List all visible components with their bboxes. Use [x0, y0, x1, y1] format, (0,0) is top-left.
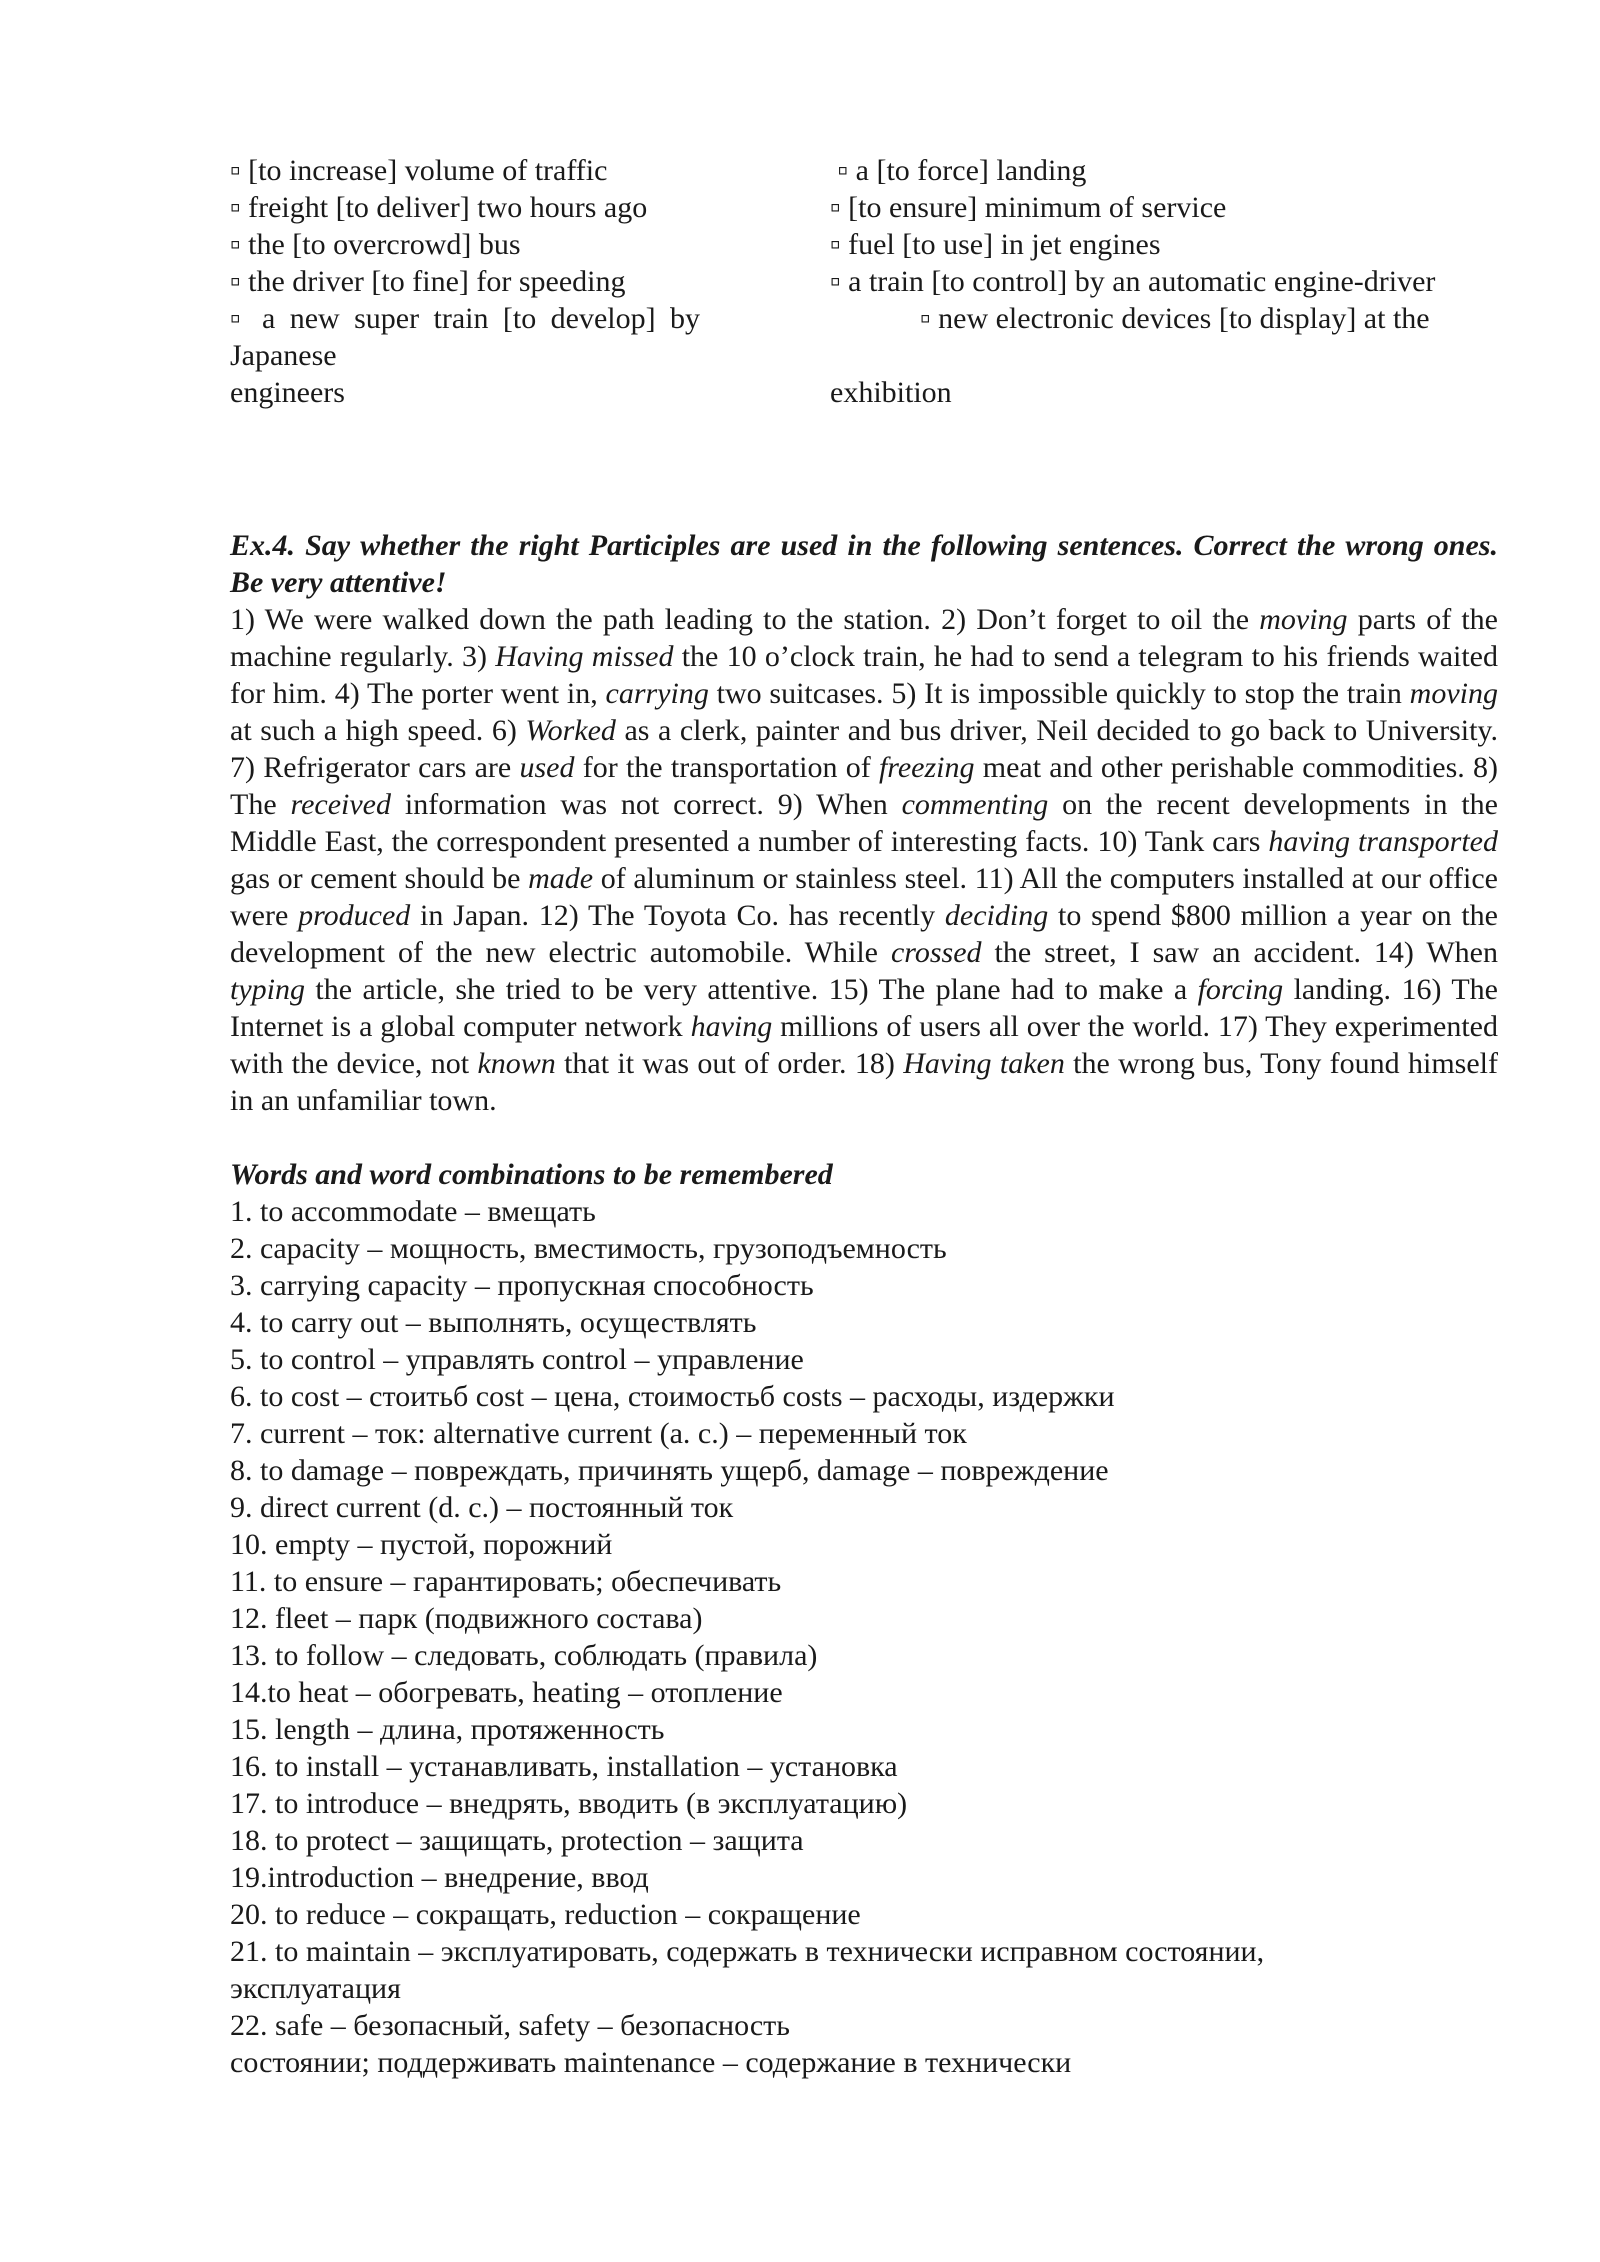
participle-italic: typing	[230, 973, 305, 1006]
vocabulary-heading: Words and word combinations to be remembered	[230, 1158, 833, 1191]
vocabulary-item: 3. carrying capacity – пропускная способность	[230, 1269, 814, 1302]
vocabulary-item: 22. safe – безопасный, safety – безопасность	[230, 2009, 790, 2042]
phrase-item: ▫ [to ensure] minimum of service	[830, 191, 1227, 224]
participle-italic: used	[519, 751, 575, 784]
phrase-item: ▫ fuel [to use] in jet engines	[830, 228, 1161, 261]
exercise-text: meat and other perishable commodities. 8) The	[230, 751, 1498, 821]
phrase-item: ▫ new electronic devices [to display] at the	[920, 302, 1430, 335]
participle-italic: made	[528, 862, 594, 895]
participle-phrases-columns	[230, 152, 1498, 412]
exercise-heading: Ex.4. Say whether the right Participles are used in the following sentences. Correct the wrong ones. Be very attentive!	[230, 529, 1498, 599]
vocabulary-item: 9. direct current (d. c.) – постоянный ток	[230, 1491, 734, 1524]
participle-italic: received	[290, 788, 391, 821]
participle-italic: Worked	[525, 714, 616, 747]
vocabulary-item: эксплуатация	[230, 1972, 401, 2005]
exercise-text: in Japan. 12) The Toyota Co. has recently	[410, 899, 945, 932]
vocabulary-item: 19.introduction – внедрение, ввод	[230, 1861, 649, 1894]
exercise-text: parts of the machine regularly. 3)	[230, 603, 1498, 673]
vocabulary-item: 15. length – длина, протяженность	[230, 1713, 665, 1746]
document-page	[230, 152, 1498, 2081]
participle-italic: carrying	[605, 677, 709, 710]
participle-italic: moving	[1409, 677, 1498, 710]
exercise-text: gas or cement should be	[230, 862, 529, 895]
exercise-text: millions of users all over the world. 17) They experimented with the device, not	[230, 1010, 1498, 1080]
vocabulary-item: 8. to damage – повреждать, причинять ущерб, damage – повреждение	[230, 1454, 1109, 1487]
vocabulary-item: 12. fleet – парк (подвижного состава)	[230, 1602, 703, 1635]
vocabulary-item: 10. empty – пустой, порожний	[230, 1528, 613, 1561]
exercise-text: to spend $800 million a year on the development of the new electric automobile. While	[230, 899, 1498, 969]
vocabulary-item: 1. to accommodate – вмещать	[230, 1195, 596, 1228]
phrase-item-continuation: engineers	[230, 376, 345, 409]
participle-italic: crossed	[890, 936, 982, 969]
exercise-text: as a clerk, painter and bus driver, Neil decided to go back to University. 7) Refrigerator cars are	[230, 714, 1498, 784]
exercise-text: two suitcases. 5) It is impossible quickly to stop the train	[708, 677, 1410, 710]
exercise-text: information was not correct. 9) When	[391, 788, 902, 821]
exercise-text: of aluminum or stainless steel. 11) All the computers installed at our office were	[230, 862, 1499, 932]
participle-italic: freezing	[878, 751, 975, 784]
vocabulary-item: 6. to cost – стоитьб cost – цена, стоимостьб costs – расходы, издержки	[230, 1380, 1115, 1413]
participle-italic: having transported	[1268, 825, 1498, 858]
vocabulary-item: 4. to carry out – выполнять, осуществлять	[230, 1306, 757, 1339]
exercise-text: the wrong bus, Tony found himself in an unfamiliar town.	[230, 1047, 1498, 1117]
participle-italic: Having missed	[495, 640, 674, 673]
exercise-text: the article, she tried to be very attentive. 15) The plane had to make a	[305, 973, 1198, 1006]
vocabulary-item: 21. to maintain – эксплуатировать, содержать в технически исправном состоянии,	[230, 1935, 1265, 1968]
participle-italic: moving	[1259, 603, 1348, 636]
phrase-item: ▫ a train [to control] by an automatic engine-driver	[830, 265, 1436, 298]
exercise-text: the street, I saw an accident. 14) When	[981, 936, 1498, 969]
spacer	[830, 337, 1498, 374]
exercise-text: for the transportation of	[574, 751, 879, 784]
vocabulary-list	[230, 1193, 1498, 2081]
participle-italic: deciding	[944, 899, 1049, 932]
participle-italic: Having taken	[903, 1047, 1065, 1080]
vocabulary-item: 16. to install – устанавливать, installation – установка	[230, 1750, 898, 1783]
vocabulary-item: 17. to introduce – внедрять, вводить (в эксплуатацию)	[230, 1787, 908, 1820]
participle-italic: having	[690, 1010, 773, 1043]
vocabulary-item: 14.to heat – обогревать, heating – отопление	[230, 1676, 783, 1709]
phrase-item: ▫ a new super train [to develop] by Japanese	[230, 302, 700, 372]
participle-italic: known	[477, 1047, 556, 1080]
vocabulary-item: состоянии; поддерживать maintenance – содержание в технически	[230, 2046, 1072, 2079]
vocabulary-item: 20. to reduce – сокращать, reduction – сокращение	[230, 1898, 861, 1931]
vocabulary-item: 2. capacity – мощность, вместимость, грузоподъемность	[230, 1232, 947, 1265]
participle-italic: forcing	[1197, 973, 1284, 1006]
exercise-text: at such a high speed. 6)	[230, 714, 526, 747]
left-column	[230, 152, 700, 411]
phrase-item: ▫ [to increase] volume of traffic	[230, 154, 608, 187]
phrase-item: ▫ a [to force] landing	[830, 154, 1087, 187]
phrase-item: ▫ freight [to deliver] two hours ago	[230, 191, 648, 224]
exercise-text: 1) We were walked down the path leading to the station. 2) Don’t forget to oil the	[230, 603, 1260, 636]
vocabulary-item: 13. to follow – следовать, соблюдать (правила)	[230, 1639, 818, 1672]
exercise-text: on the recent developments in the Middle East, the correspondent presented a number of interesting facts. 10) Tank cars	[230, 788, 1498, 858]
right-column	[830, 152, 1498, 411]
vocabulary-item: 18. to protect – защищать, protection – защита	[230, 1824, 804, 1857]
vocabulary-item: 7. current – ток: alternative current (a. c.) – переменный ток	[230, 1417, 967, 1450]
phrase-item-continuation: exhibition	[830, 376, 952, 409]
phrase-item: ▫ the driver [to fine] for speeding	[230, 265, 626, 298]
vocabulary-item: 11. to ensure – гарантировать; обеспечивать	[230, 1565, 782, 1598]
vocabulary-item: 5. to control – управлять control – управление	[230, 1343, 804, 1376]
exercise-text: that it was out of order. 18)	[555, 1047, 904, 1080]
participle-italic: produced	[298, 899, 411, 932]
exercise-body	[230, 601, 1498, 1119]
phrase-item: ▫ the [to overcrowd] bus	[230, 228, 521, 261]
participle-italic: commenting	[901, 788, 1049, 821]
exercise-text: landing. 16) The Internet is a global computer network	[230, 973, 1498, 1043]
exercise-text: the 10 o’clock train, he had to send a telegram to his friends waited for him. 4) The porter went in,	[230, 640, 1498, 710]
